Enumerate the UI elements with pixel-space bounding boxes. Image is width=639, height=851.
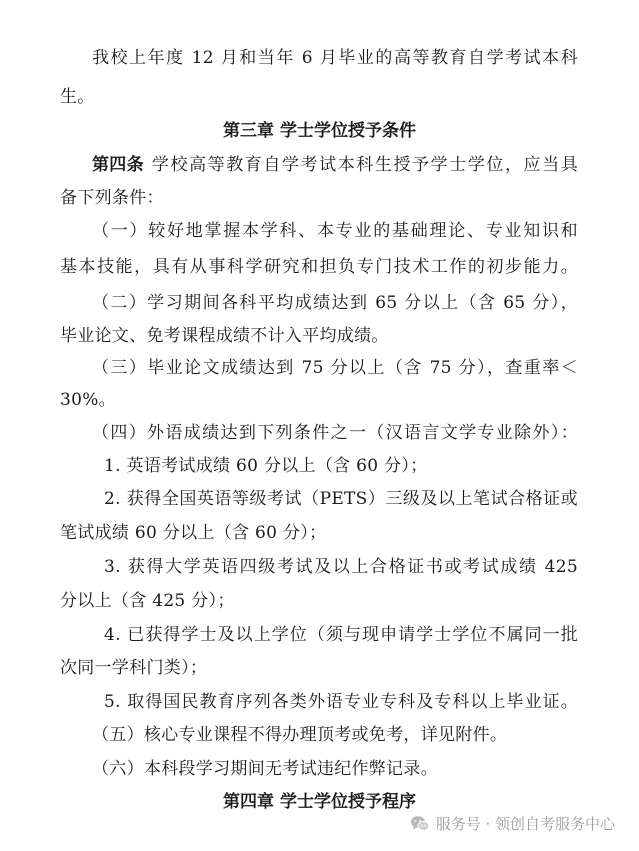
item-2-line-2: 毕业论文、免考课程成绩不计入平均成绩。 — [60, 326, 389, 346]
item-1-line-1: （一）较好地掌握本学科、本专业的基础理论、专业知识和 — [92, 221, 578, 241]
article-4-line-1 — [92, 154, 578, 176]
sub-item-4-line-1: 4. 已获得学士及以上学位（须与现申请学士学位不属同一批 — [104, 625, 578, 645]
intro-line-2: 生。 — [60, 87, 95, 107]
item-3-line-2: 30%。 — [60, 390, 116, 410]
item-5: （五）核心专业课程不得办理顶考或免考，详见附件。 — [92, 725, 508, 745]
chapter-3-heading: 第三章 学士学位授予条件 — [223, 121, 416, 141]
article-4-text: 学校高等教育自学考试本科生授予学士学位，应当具 — [151, 155, 578, 175]
item-3-line-1: （三）毕业论文成绩达到 75 分以上（含 75 分），查重率＜ — [92, 358, 578, 378]
sub-item-5: 5. 取得国民教育序列各类外语专业专科及专科以上毕业证。 — [104, 692, 578, 712]
wechat-icon — [410, 815, 430, 833]
watermark — [410, 813, 615, 834]
item-4-line-1: （四）外语成绩达到下列条件之一（汉语言文学专业除外）： — [92, 423, 578, 443]
sub-item-1: 1. 英语考试成绩 60 分以上（含 60 分）； — [104, 456, 428, 476]
sub-item-3-line-1: 3. 获得大学英语四级考试及以上合格证书或考试成绩 425 — [104, 557, 578, 577]
sub-item-2-line-1: 2. 获得全国英语等级考试（PETS）三级及以上笔试合格证或 — [104, 489, 578, 509]
intro-line-1: 我校上年度 12 月和当年 6 月毕业的高等教育自学考试本科 — [92, 48, 578, 68]
sub-item-4-line-2: 次同一学科门类）； — [60, 658, 208, 678]
sub-item-3-line-2: 分以上（含 425 分）； — [60, 591, 235, 611]
watermark-text: 服务号 · 领创自考服务中心 — [435, 815, 615, 833]
item-2-line-1: （二）学习期间各科平均成绩达到 65 分以上（含 65 分）， — [92, 293, 578, 313]
item-1-line-2: 基本技能，具有从事科学研究和担负专门技术工作的初步能力。 — [60, 257, 578, 277]
article-4-line-2: 备下列条件： — [60, 188, 164, 208]
chapter-4-heading: 第四章 学士学位授予程序 — [223, 792, 416, 812]
article-4-label: 第四条 — [92, 155, 144, 175]
sub-item-2-line-2: 笔试成绩 60 分以上（含 60 分）； — [60, 523, 327, 543]
item-6: （六）本科段学习期间无考试违纪作弊记录。 — [92, 759, 438, 779]
